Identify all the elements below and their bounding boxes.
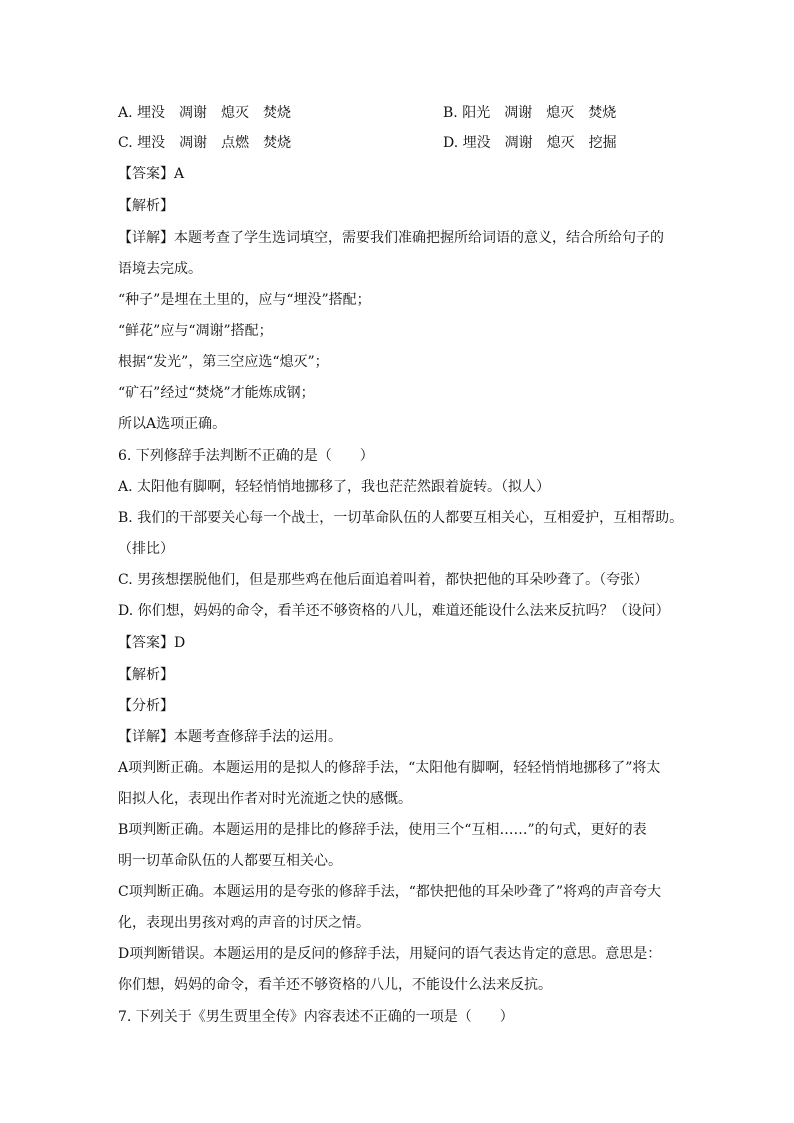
q6-explain-b-1: B项判断正确。本题运用的是排比的修辞手法，使用三个“互相……”的句式，更好的表 (118, 822, 647, 838)
q6-explain-a-1: A项判断正确。本题运用的是拟人的修辞手法，“太阳他有脚啊，轻轻悄悄地挪移了”将太 (118, 760, 661, 776)
q5-detail-line-2: 语境去完成。 (118, 261, 202, 277)
q5-explanation-1: “种子”是埋在土里的，应与“埋没”搭配； (118, 292, 371, 308)
option-a: A. 埋没 凋谢 熄灭 焚烧 (118, 105, 292, 121)
q6-option-b-line-1: B. 我们的干部要关心每一个战士，一切革命队伍的人都要互相关心，互相爱护，互相帮助。 (118, 510, 684, 526)
q6-explain-a-2: 阳拟人化，表现出作者对时光流逝之快的感慨。 (118, 791, 412, 807)
q6-stem: 6. 下列修辞手法判断不正确的是（ ） (118, 448, 374, 464)
q6-explain-b-2: 明一切革命队伍的人都要互相关心。 (118, 853, 342, 869)
q6-explain-c-1: C项判断正确。本题运用的是夸张的修辞手法，“都快把他的耳朵吵聋了”将鸡的声音夸大 (118, 884, 662, 900)
q7-stem: 7. 下列关于《男生贾里全传》内容表述不正确的一项是（ ） (118, 1009, 514, 1025)
q6-option-a: A. 太阳他有脚啊，轻轻悄悄地挪移了，我也茫茫然跟着旋转。（拟人） (118, 479, 551, 495)
q6-option-c: C. 男孩想摆脱他们，但是那些鸡在他后面追着叫着，都快把他的耳朵吵聋了。（夸张） (118, 572, 649, 588)
q5-explanation-3: 根据“发光”，第三空应选“熄灭”； (118, 354, 329, 370)
option-b: B. 阳光 凋谢 熄灭 焚烧 (443, 105, 617, 121)
q6-detail: 【详解】本题考查修辞手法的运用。 (118, 729, 342, 745)
option-c: C. 埋没 凋谢 点燃 焚烧 (118, 135, 292, 151)
q6-explain-d-2: 你们想，妈妈的命令，看羊还不够资格的八儿，不能设什么法来反抗。 (118, 977, 552, 993)
q6-analysis-heading: 【解析】 (118, 667, 174, 683)
q6-explain-c-2: 化，表现出男孩对鸡的声音的讨厌之情。 (118, 915, 370, 931)
q5-explanation-5: 所以A选项正确。 (118, 416, 227, 432)
q6-explain-d-1: D项判断错误。本题运用的是反问的修辞手法，用疑问的语气表达肯定的意思。意思是： (118, 946, 662, 962)
q6-option-d: D. 你们想，妈妈的命令，看羊还不够资格的八儿，难道还能设什么法来反抗吗？（设问） (118, 603, 670, 619)
q6-answer: 【答案】D (118, 635, 186, 651)
q6-option-b-line-2: （排比） (118, 541, 174, 557)
q5-explanation-4: “矿石”经过“焚烧”才能炼成钢； (118, 385, 315, 401)
q5-answer: 【答案】A (118, 166, 185, 182)
option-d: D. 埋没 凋谢 熄灭 挖掘 (443, 135, 617, 151)
q5-detail-line-1: 【详解】本题考查了学生选词填空，需要我们准确把握所给词语的意义，结合所给句子的 (118, 230, 664, 246)
q6-fenxi-heading: 【分析】 (118, 698, 174, 714)
q5-analysis-heading: 【解析】 (118, 198, 174, 214)
q5-explanation-2: “鲜花”应与“凋谢”搭配； (118, 323, 273, 339)
